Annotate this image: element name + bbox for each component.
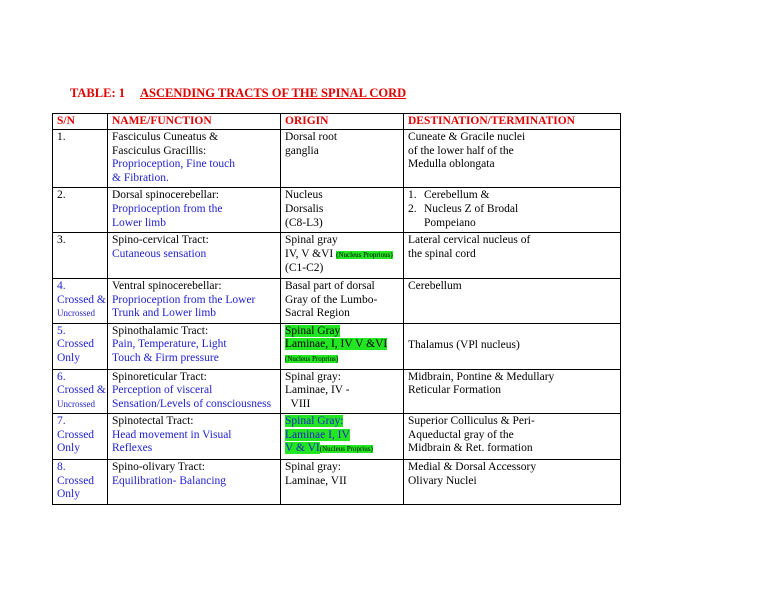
origin-text: Nucleus	[285, 189, 323, 202]
origin-text: Dorsal root	[285, 131, 338, 143]
tract-function: Perception of visceral	[112, 384, 213, 397]
tract-name: Spino-cervical Tract:	[112, 234, 209, 247]
cell-destination	[404, 130, 621, 188]
origin-text: ganglia	[285, 144, 319, 157]
origin-text: Laminae, IV -	[285, 384, 350, 397]
origin-text: Gray of the Lumbo-	[285, 293, 378, 306]
crossing-label: Crossed	[57, 474, 95, 487]
origin-text: VIII	[285, 397, 311, 410]
cell-destination	[404, 188, 621, 233]
cell-name	[108, 130, 281, 188]
tract-name: Spinothalamic Tract:	[112, 324, 209, 337]
origin-text: Basal part of dorsal	[285, 279, 375, 292]
crossing-label: Crossed	[57, 428, 95, 441]
crossing-label: Crossed	[57, 338, 95, 351]
origin-highlight-line	[285, 338, 399, 352]
cell-sn	[53, 460, 108, 505]
destination-text: Superior Colliculus & Peri-	[408, 415, 535, 428]
origin-highlight-line	[285, 325, 399, 339]
sn-number: 4.	[57, 279, 66, 292]
table-row	[53, 460, 621, 505]
destination-text: Cuneate & Gracile nuclei	[408, 131, 526, 143]
tract-function: Head movement in Visual	[112, 428, 232, 441]
tract-function: Equilibration- Balancing	[112, 474, 227, 487]
crossing-label-small: Uncrossed	[57, 398, 95, 409]
destination-text: Reticular Formation	[408, 384, 501, 397]
cell-name	[108, 414, 281, 460]
cell-destination	[404, 233, 621, 279]
crossing-label: Only	[57, 442, 80, 455]
origin-highlight: V & VI	[285, 442, 320, 455]
origin-highlight: Laminae, I, IV V &VI	[285, 338, 388, 351]
tract-function: Proprioception from the	[112, 202, 223, 215]
cell-name	[108, 369, 281, 414]
origin-highlight-line	[285, 429, 399, 443]
cell-destination	[404, 323, 621, 369]
cell-name	[108, 188, 281, 233]
tract-name: Spinoreticular Tract:	[112, 370, 207, 383]
destination-text: Nucleus Z of Brodal	[424, 202, 519, 215]
cell-origin	[281, 278, 404, 323]
table-title: ASCENDING TRACTS OF THE SPINAL CORD	[140, 86, 407, 100]
sn-number: 5.	[57, 324, 66, 337]
cell-destination	[404, 369, 621, 414]
table-row	[53, 130, 621, 188]
list-item	[408, 189, 616, 203]
nucleus-note-highlight: (Nucleus Proprius)	[319, 445, 373, 454]
origin-text: Sacral Region	[285, 307, 350, 320]
cell-origin	[281, 233, 404, 279]
destination-text: Medial & Dorsal Accessory	[408, 461, 537, 474]
sn-number: 7.	[57, 415, 66, 428]
tract-function: Trunk and Lower limb	[112, 307, 217, 320]
list-number: 2.	[408, 202, 417, 215]
crossing-label: Crossed &	[57, 293, 106, 306]
origin-highlight: Spinal Gray	[285, 324, 341, 337]
nucleus-note-highlight: (Nucleus Proprious)	[336, 250, 393, 259]
tract-function: & Fibration.	[112, 171, 169, 184]
destination-text: Cerebellum	[408, 279, 462, 292]
destination-text: Medulla oblongata	[408, 158, 495, 171]
origin-text: Laminae, VII	[285, 474, 347, 487]
tract-name: Fasciculus Gracillis:	[112, 144, 207, 157]
crossing-label-small: Uncrossed	[57, 308, 95, 319]
cell-name	[108, 460, 281, 505]
tract-function: Proprioception from the Lower	[112, 293, 256, 306]
destination-text: of the lower half of the	[408, 144, 514, 157]
list-item	[408, 217, 616, 231]
page-title	[70, 86, 406, 101]
cell-sn	[53, 414, 108, 460]
header-destination: DESTINATION/TERMINATION	[404, 114, 621, 130]
tract-function: Proprioception, Fine touch	[112, 158, 235, 171]
tract-function: Cutaneous sensation	[112, 247, 207, 260]
cell-origin	[281, 188, 404, 233]
cell-name	[108, 323, 281, 369]
cell-name	[108, 233, 281, 279]
origin-highlight-line	[285, 442, 399, 457]
destination-text: Lateral cervical nucleus of	[408, 234, 531, 247]
list-item	[408, 203, 616, 217]
destination-text: Pompeiano	[424, 216, 476, 229]
sn-number: 1.	[57, 131, 66, 143]
header-name-function: NAME/FUNCTION	[108, 114, 281, 130]
crossing-label: Only	[57, 488, 80, 501]
origin-text: Dorsalis	[285, 202, 324, 215]
cell-sn	[53, 369, 108, 414]
tract-name: Fasciculus Cuneatus &	[112, 131, 219, 143]
tract-function: Lower limb	[112, 216, 166, 229]
origin-highlight: Laminae I, IV	[285, 428, 350, 441]
tract-function: Pain, Temperature, Light	[112, 338, 227, 351]
sn-number: 6.	[57, 370, 66, 383]
cell-destination	[404, 460, 621, 505]
cell-sn	[53, 323, 108, 369]
destination-text: Cerebellum &	[424, 189, 490, 202]
destination-text: Midbrain & Ret. formation	[408, 442, 533, 455]
origin-text: IV, V &VI	[285, 247, 337, 260]
tract-name: Dorsal spinocerebellar:	[112, 189, 219, 202]
origin-text: Spinal gray:	[285, 370, 341, 383]
destination-text: Midbrain, Pontine & Medullary	[408, 370, 555, 383]
crossing-label: Crossed &	[57, 384, 106, 397]
table-row	[53, 414, 621, 460]
sn-number: 2.	[57, 189, 66, 202]
cell-sn	[53, 130, 108, 188]
cell-origin	[281, 460, 404, 505]
origin-laminae	[285, 248, 399, 263]
table-row	[53, 323, 621, 369]
cell-name	[108, 278, 281, 323]
origin-text: (C1-C2)	[285, 262, 324, 275]
destination-text: Thalamus (VPl nucleus)	[408, 338, 520, 351]
destination-text: Aqueductal gray of the	[408, 428, 514, 441]
crossing-label: Only	[57, 351, 80, 364]
table-row	[53, 233, 621, 279]
table-row	[53, 369, 621, 414]
origin-note-line	[285, 352, 399, 367]
cell-origin	[281, 130, 404, 188]
tract-function: Touch & Firm pressure	[112, 351, 219, 364]
cell-sn	[53, 233, 108, 279]
tract-name: Spinotectal Tract:	[112, 415, 194, 428]
sn-number: 3.	[57, 234, 66, 247]
origin-highlight-line	[285, 415, 399, 429]
cell-destination	[404, 414, 621, 460]
cell-destination	[404, 278, 621, 323]
table-header-row	[53, 114, 621, 130]
cell-origin	[281, 369, 404, 414]
tract-function: Reflexes	[112, 442, 153, 455]
table-number: TABLE: 1	[70, 86, 125, 100]
nucleus-note-highlight: (Nucleus Proprius)	[285, 354, 339, 363]
table-row	[53, 278, 621, 323]
origin-text: Spinal gray:	[285, 461, 341, 474]
tract-name: Spino-olivary Tract:	[112, 461, 205, 474]
header-origin: ORIGIN	[281, 114, 404, 130]
ascending-tracts-table	[52, 113, 621, 505]
cell-origin	[281, 323, 404, 369]
origin-text: (C8-L3)	[285, 216, 323, 229]
destination-text: the spinal cord	[408, 247, 476, 260]
table-row	[53, 188, 621, 233]
sn-number: 8.	[57, 461, 66, 474]
cell-origin	[281, 414, 404, 460]
origin-highlight: Spinal Gray:	[285, 415, 344, 428]
cell-sn	[53, 188, 108, 233]
tract-function: Sensation/Levels of consciousness	[112, 397, 272, 410]
tract-name: Ventral spinocerebellar:	[112, 279, 222, 292]
origin-text: Spinal gray	[285, 234, 338, 247]
list-number: 1.	[408, 189, 417, 202]
header-sn: S/N	[53, 114, 108, 130]
destination-text: Olivary Nuclei	[408, 474, 477, 487]
cell-sn	[53, 278, 108, 323]
destination-list	[408, 189, 616, 230]
